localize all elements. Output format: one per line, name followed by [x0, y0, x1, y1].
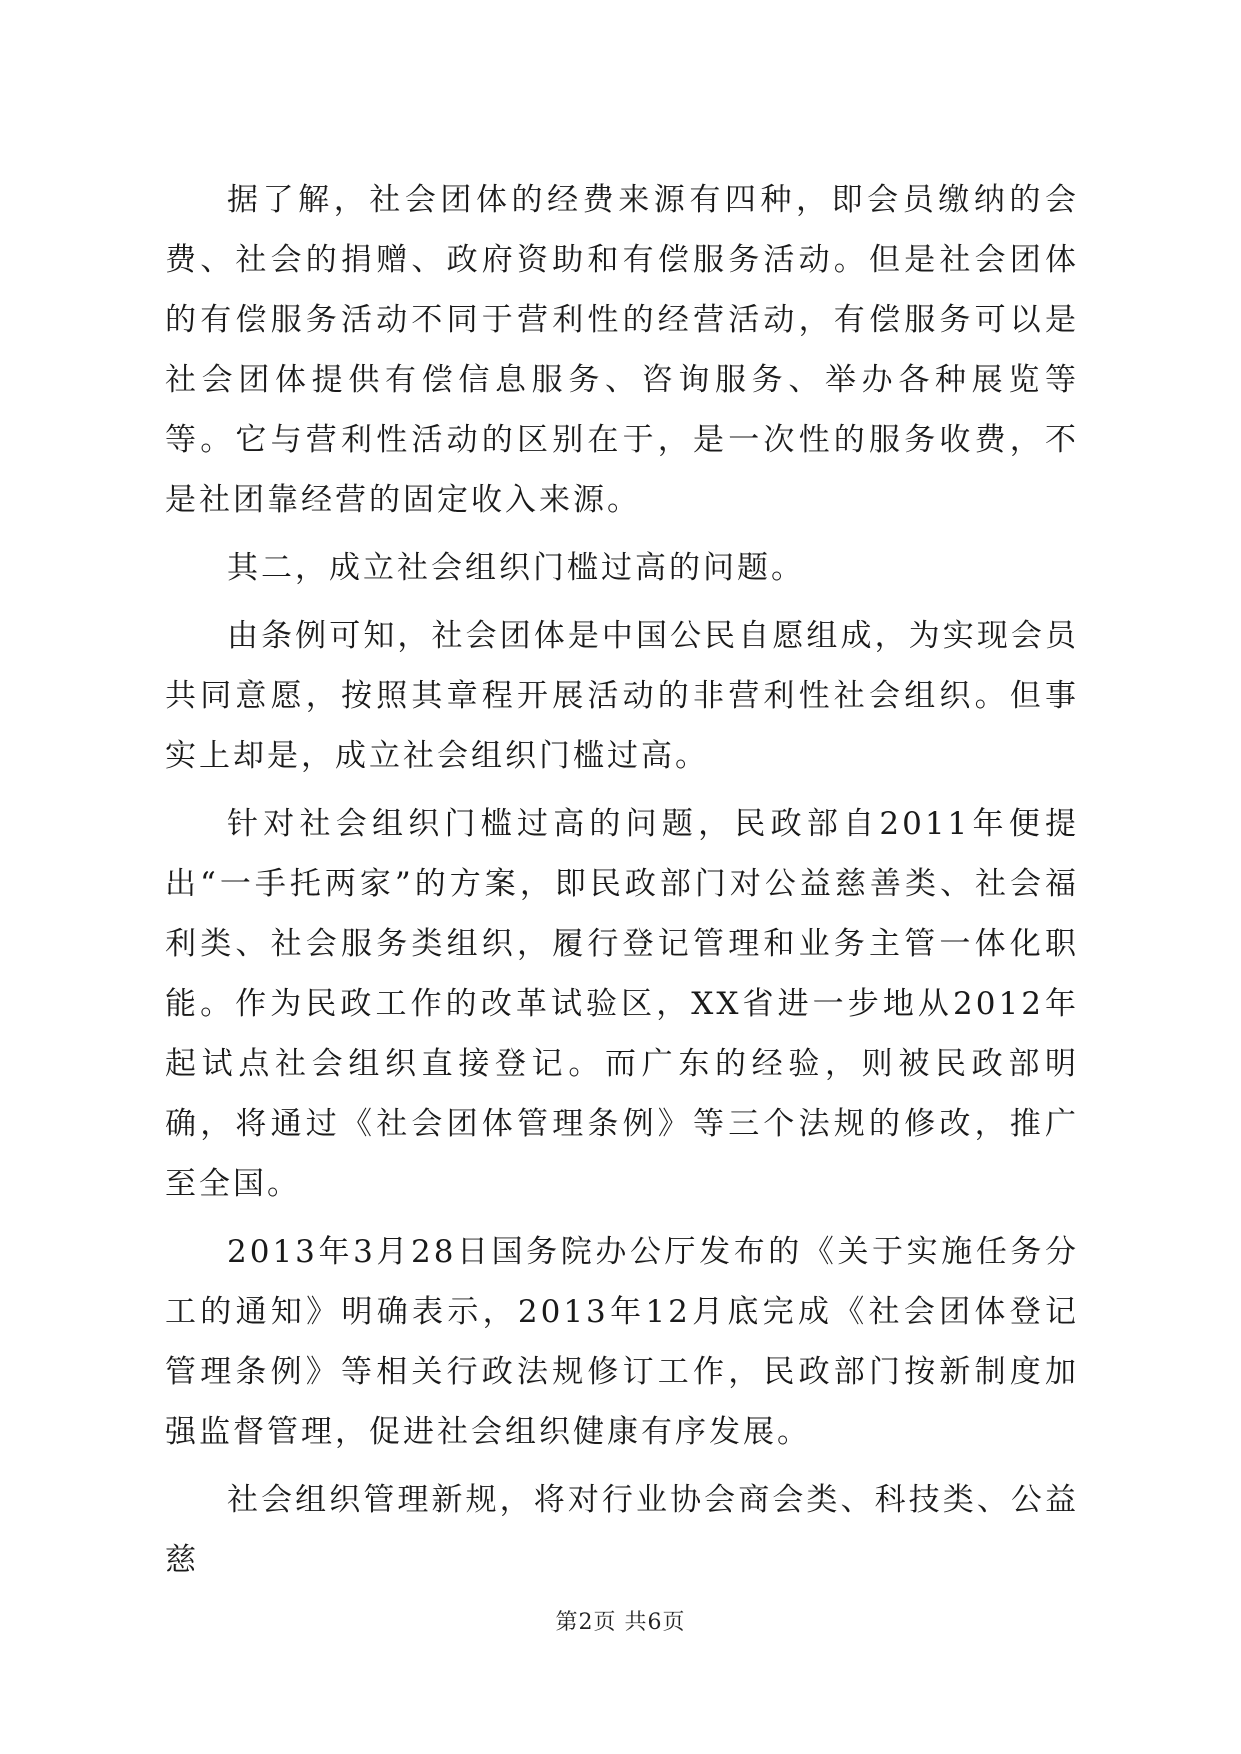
paragraph-threshold-heading: 其二，成立社会组织门槛过高的问题。 — [227, 550, 805, 586]
paragraph-state-council-notice: 2013年3月28日国务院办公厅发布的《关于实施任务分工的通知》明确表示，2013年12月底完成《社会团体登记管理条例》等相关行政法规修订工作，民政部门按新制度加强监督管理，促进社会组织健康有序发展。 — [165, 1234, 1079, 1450]
paragraph-new-rules: 社会组织管理新规，将对行业协会商会类、科技类、公益慈 — [165, 1482, 1079, 1578]
paragraph-ministry-reform: 针对社会组织门槛过高的问题，民政部自2011年便提出“一手托两家”的方案，即民政部门对公益慈善类、社会福利类、社会服务类组织，履行登记管理和业务主管一体化职能。作为民政工作的改革试验区，XX省进一步地从2012年起试点社会组织直接登记。而广东的经验，则被民政部明确，将通过《社会团体管理条例》等三个法规的修改，推广至全国。 — [165, 806, 1079, 1202]
paragraph-regulation-definition: 由条例可知，社会团体是中国公民自愿组成，为实现会员共同意愿，按照其章程开展活动的非营利性社会组织。但事实上却是，成立社会组织门槛过高。 — [165, 618, 1079, 774]
page-number-footer: 第2页 共6页 — [555, 1610, 686, 1635]
paragraph-funding-sources: 据了解，社会团体的经费来源有四种，即会员缴纳的会费、社会的捐赠、政府资助和有偿服务活动。但是社会团体的有偿服务活动不同于营利性的经营活动，有偿服务可以是社会团体提供有偿信息服务、咨询服务、举办各种展览等等。它与营利性活动的区别在于，是一次性的服务收费，不是社团靠经营的固定收入来源。 — [165, 182, 1079, 518]
document-body — [165, 170, 1079, 1598]
